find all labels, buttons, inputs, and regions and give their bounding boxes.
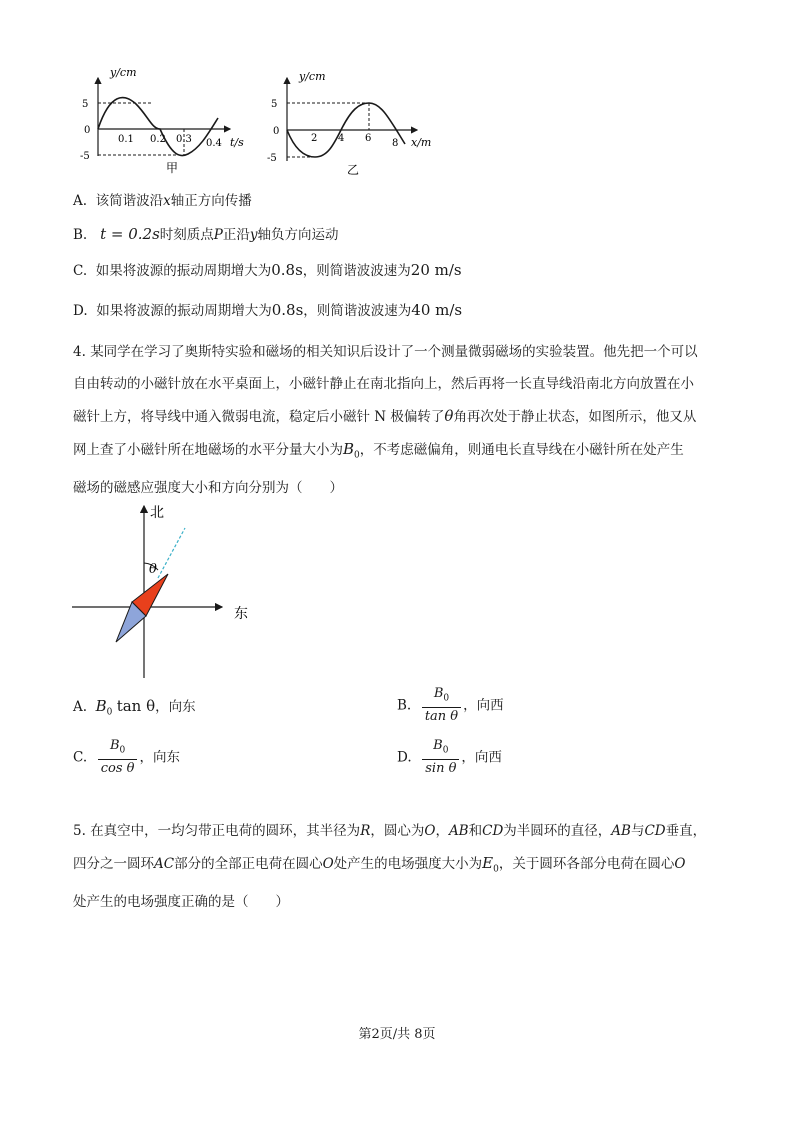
q4-option-a: A. $B_0$ tan θ，向东 [73,697,196,718]
needle-direction-dash [158,528,185,578]
x-tick: 0.2 [150,134,166,145]
q3-option-b: B. t = 0.2s时刻质点P正沿y轴负方向运动 [73,225,339,243]
page-footer: 第2页/共 8页 [358,1027,436,1042]
x-tick: 0.3 [176,134,192,145]
y-tick: 0 [273,126,280,137]
x-tick: 4 [338,133,345,144]
wave-curve [98,98,218,156]
x-tick: 6 [365,133,372,144]
y-label: y/cm [299,70,326,83]
y-label: y/cm [110,66,137,79]
x-tick: 8 [392,138,399,149]
x-label: x/m [411,136,432,149]
y-tick: 5 [271,99,278,110]
q4-option-c: C. $\frac{B_0}{\text{cos θ}}$ ，向东 [73,738,180,776]
x-label: t/s [230,136,244,149]
y-tick: -5 [267,153,277,164]
north-label: 北 [150,505,164,521]
graph-yi [265,66,445,178]
x-tick: 0.1 [118,134,134,145]
x-tick: 0.4 [206,138,222,149]
graph-caption: 甲 [166,161,179,175]
y-tick: -5 [80,151,90,162]
q3-option-d: D. 如果将波源的振动周期增大为0.8s，则简谐波波速为40 m/s [73,301,463,319]
q3-option-c: C. 如果将波源的振动周期增大为0.8s，则简谐波波速为20 m/s [73,261,462,279]
graph-jia [80,66,260,176]
q4-option-d: D. $\frac{B_0}{\text{sin θ}}$ ，向西 [397,738,502,776]
x-tick: 2 [311,133,318,144]
graph-caption: 乙 [347,163,360,177]
q5-stem: 5. 在真空中，一均匀带正电荷的圆环，其半径为R，圆心为O，AB和CD为半圆环的直径，AB与CD垂直， 四分之一圆环AC部分的全部正电荷在圆心O处产生的电场强度大小为$E_0$，关于圆环各部分电荷在圆心O 处产生的电场强度正确的是（ ） [73,823,707,910]
y-tick: 5 [82,99,89,110]
y-tick: 0 [84,125,91,136]
q4-stem: 4. 某同学在学习了奥斯特实验和磁场的相关知识后设计了一个测量微弱磁场的实验装置。他先把一个可以 自由转动的小磁针放在水平桌面上，小磁针静止在南北指向上，然后再将一长直导线沿南北方向放置在小 磁针上方，将导线中通入微弱电流，稳定后小磁针 N 极偏转了θ角再次处于静止状态，如图所示，他又从 网上查了小磁针所在地磁场的水平分量大小为$B_0$，不考虑磁偏角，则通电长直导线在小磁针所在处产生 磁场的磁感应强度大小和方向分别为（ ） [73,344,698,496]
q3-option-a: A. 该简谐波沿x轴正方向传播 [73,193,252,209]
compass-figure [70,500,260,680]
q4-option-b: B. $\frac{B_0}{\text{tan θ}}$ ，向西 [397,686,504,724]
east-label: 东 [234,606,248,622]
angle-label: θ [149,562,157,577]
